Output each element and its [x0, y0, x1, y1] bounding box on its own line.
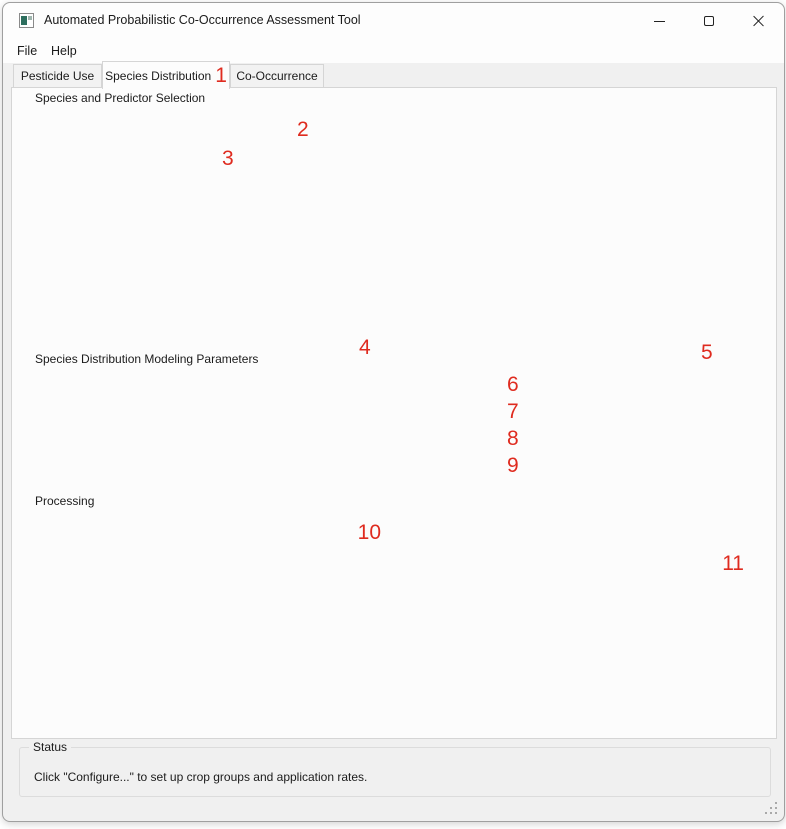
tab-pesticide-use-label: Pesticide Use	[20, 69, 95, 83]
tab-species-distribution-label: Species Distribution	[105, 68, 212, 83]
annotation-11: 11	[722, 552, 744, 575]
tab-species-distribution[interactable]	[102, 61, 230, 89]
close-icon	[753, 15, 765, 27]
menu-bar	[3, 39, 784, 63]
minimize-button[interactable]	[637, 6, 681, 36]
group-title: Species Distribution Modeling Parameters	[31, 352, 262, 366]
annotation-6: 6	[507, 373, 519, 396]
maximize-icon	[704, 16, 714, 26]
menu-help[interactable]: Help	[51, 44, 77, 58]
status-group-title: Status	[29, 740, 71, 754]
window-title: Automated Probabilistic Co-Occurrence Assessment Tool	[44, 13, 361, 27]
title-bar[interactable]	[3, 3, 784, 39]
annotation-2: 2	[297, 118, 309, 141]
annotation-7: 7	[507, 400, 519, 423]
group-title: Species and Predictor Selection	[31, 91, 209, 105]
annotation-3: 3	[222, 147, 234, 170]
group-title: Processing	[31, 494, 98, 508]
menu-file[interactable]: File	[17, 44, 38, 58]
tab-pesticide-use[interactable]	[13, 64, 102, 88]
minimize-icon	[654, 21, 665, 22]
annotation-9: 9	[507, 454, 519, 477]
annotation-5: 5	[701, 341, 713, 364]
annotation-8: 8	[507, 427, 519, 450]
annotation-4: 4	[359, 336, 371, 359]
tab-co-occurrence-label: Co-Occurrence	[236, 69, 318, 83]
status-text: Click "Configure..." to set up crop groups and application rates.	[34, 770, 368, 784]
annotation-10: 10	[357, 521, 381, 544]
app-icon	[19, 13, 34, 28]
status-group	[19, 740, 771, 797]
species-distribution-tab-page	[11, 87, 777, 739]
app-window	[2, 2, 785, 822]
resize-grip[interactable]	[765, 802, 777, 814]
annotation-1: 1	[215, 64, 227, 87]
tab-co-occurrence[interactable]	[230, 64, 324, 88]
maximize-button[interactable]	[687, 6, 731, 36]
close-button[interactable]	[737, 6, 781, 36]
